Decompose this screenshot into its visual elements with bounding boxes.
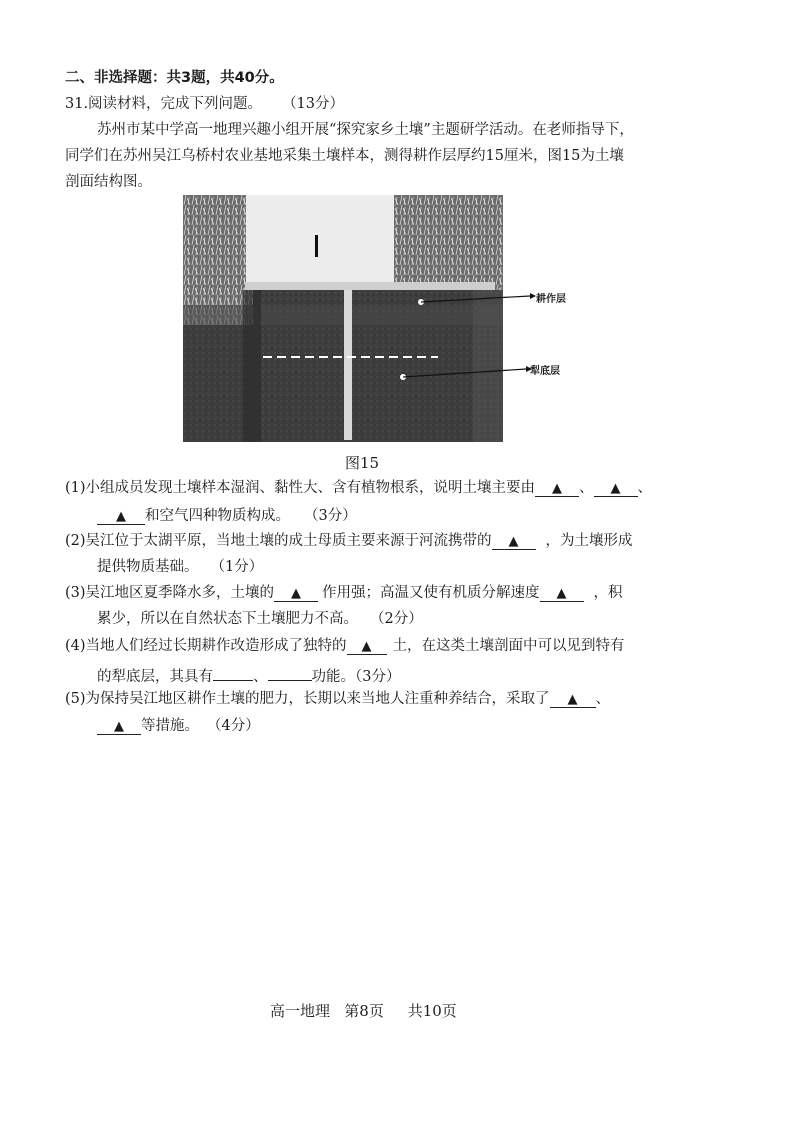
q5-separator: 、 [595,691,611,707]
material-line-1: 苏州市某中学高一地理兴趣小组开展“探究家乡土壤”主题研学活动。在老师指导下， [97,122,634,138]
q4-blank-3[interactable] [268,662,312,681]
q1-text-a: (1)小组成员发现土壤样本湿润、黏性大、含有植物根系，说明土壤主要由 [65,480,536,496]
sub-question-5-line-2 [97,716,260,736]
blank-marker-icon: ▲ [552,481,563,496]
question-number-title: 31.阅读材料，完成下列问题。 [65,96,263,112]
label-tillage-layer: 耕作层 [536,294,566,305]
blank-marker-icon: ▲ [508,534,519,549]
q2-blank-1[interactable] [492,531,536,550]
q5-blank-2[interactable] [97,716,141,735]
q4-text-b: 土，在这类土壤剖面中可以见到特有 [392,638,625,654]
figure-caption: 图15 [345,454,380,472]
blank-marker-icon: ▲ [291,586,302,601]
blank-marker-icon: ▲ [361,639,372,654]
page-footer: 高一地理 第8页 共10页 [270,1002,457,1020]
sub-question-4-line-1 [65,636,625,656]
q2-text-b: ，为土壤形成 [545,533,633,549]
q3-text-b: 作用强；高温又使有机质分解速度 [322,585,540,601]
q1-blank-3[interactable] [97,506,145,525]
q3-text-d: 累少，所以在自然状态下土壤肥力不高。 [97,611,358,627]
q3-text-a: (3)吴江地区夏季降水多，土壤的 [65,585,275,601]
blank-marker-icon: ▲ [567,692,578,707]
q4-points: （3分） [355,669,401,685]
q1-separator-1: 、 [579,480,594,496]
material-line-3: 剖面结构图。 [65,174,152,190]
q2-text-c: 提供物质基础。 [97,559,199,575]
sub-question-4-line-2 [97,662,400,687]
q1-blank-2[interactable] [594,478,638,497]
sub-question-3-line-2 [97,609,423,629]
sub-question-1-line-1 [65,478,652,498]
sub-question-1-line-2 [97,506,357,526]
section-heading: 二、非选择题：共3题，共40分。 [65,70,284,86]
q4-text-c: 的犁底层，其具有 [97,669,213,685]
q4-blank-2[interactable] [213,662,253,681]
q3-points: （2分） [370,611,423,627]
sub-question-2-line-1 [65,531,633,551]
q2-points: （1分） [210,559,264,575]
sub-question-2-line-2 [97,557,263,577]
q3-blank-1[interactable] [274,583,318,602]
sub-question-5-line-1 [65,689,610,709]
q5-text-b: 等措施。 [141,718,199,734]
question-points: （13分） [282,96,345,112]
q5-blank-1[interactable] [550,689,596,708]
blank-marker-icon: ▲ [556,586,567,601]
blank-marker-icon: ▲ [116,509,126,524]
q3-blank-2[interactable] [540,583,584,602]
q2-text-a: (2)吴江位于太湖平原，当地土壤的成土母质主要来源于河流携带的 [65,533,492,549]
q4-blank-1[interactable] [347,636,387,655]
sub-question-3-line-1 [65,583,623,603]
q1-text-b: 和空气四种物质构成。 [145,508,290,524]
q4-text-d: 功能。 [311,669,355,685]
q3-text-c: ，积 [593,585,623,601]
q1-points: （3分） [304,508,357,524]
blank-marker-icon: ▲ [114,719,124,734]
blank-marker-icon: ▲ [610,481,621,496]
q4-separator: 、 [253,669,268,685]
q5-points: （4分） [207,718,260,734]
q1-blank-1[interactable] [535,478,579,497]
label-plow-pan-layer: 犁底层 [530,366,560,377]
q5-text-a: (5)为保持吴江地区耕作土壤的肥力，长期以来当地人注重种养结合，采取了 [65,691,550,707]
q1-separator-2: 、 [637,480,653,496]
material-line-2: 同学们在苏州吴江乌桥村农业基地采集土壤样本，测得耕作层厚约15厘米，图15为土壤 [65,148,624,164]
q4-text-a: (4)当地人们经过长期耕作改造形成了独特的 [65,638,347,654]
